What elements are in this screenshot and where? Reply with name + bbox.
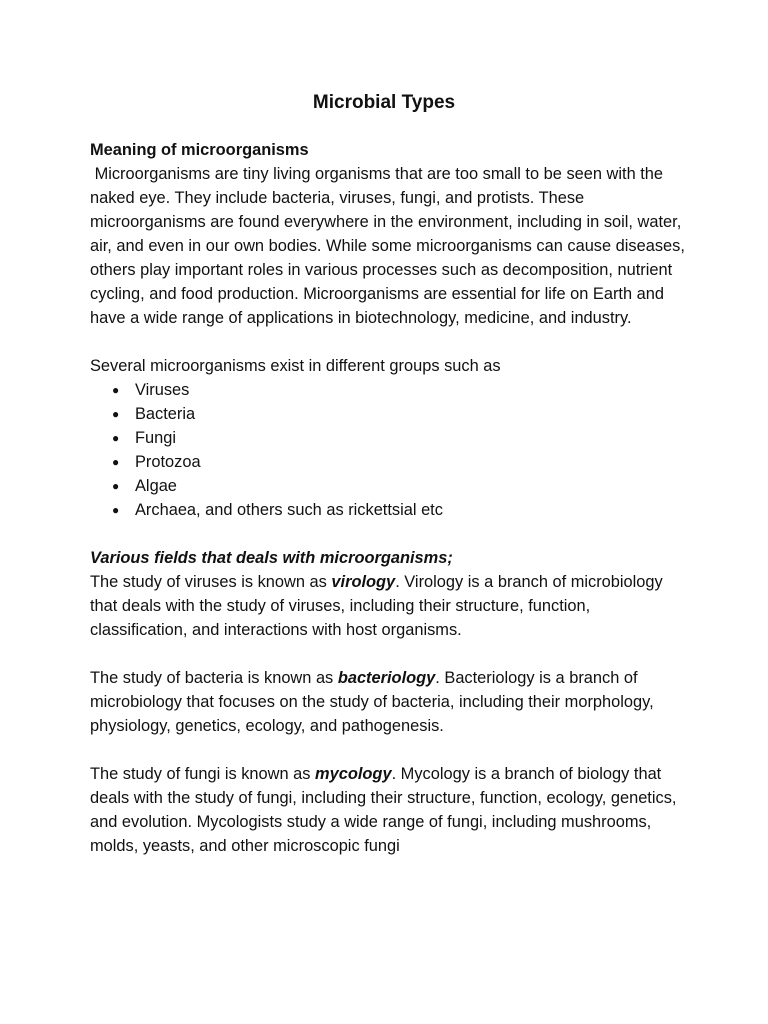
list-item [90,474,690,498]
mycology-term: mycology [315,765,392,783]
list-item [90,498,690,522]
meaning-heading: Meaning of microorganisms [90,141,309,159]
list-item-label: Fungi [135,429,177,447]
list-item [90,450,690,474]
bacteriology-term: bacteriology [337,669,436,687]
groups-intro: Several microorganisms exist in different groups such as [90,357,501,375]
spacer [90,522,690,546]
list-item [90,378,690,402]
list-item-label: Archaea, and others such as rickettsial etc [135,501,443,519]
list-item-label: Viruses [135,381,190,399]
bullet-icon: ● [112,455,120,469]
meaning-paragraph: Microorganisms are tiny living organisms that are too small to be seen with the naked eye. They include bacteria, viruses, fungi, and protists. These microorganisms are found everywhere in the environment, including in soil, water, air, and even in our own bodies. While some microorganisms can cause diseases, others play important roles in various processes such as decomposition, nutrient cycling, and food production. Microorganisms are essential for life on Earth and have a wide range of applications in biotechnology, medicine, and industry. [90,165,690,327]
bullet-icon: ● [112,383,120,397]
bullet-icon: ● [112,503,120,517]
mycology-prefix: The study of fungi is known as [90,765,316,783]
bullet-icon: ● [112,479,120,493]
mycology-paragraph [90,762,690,858]
document-body [90,138,690,858]
virology-paragraph [90,570,690,642]
list-item-label: Algae [135,477,177,495]
bacteriology-paragraph [90,666,690,738]
bullet-icon: ● [112,407,120,421]
list-item-label: Bacteria [135,405,196,423]
mycology-suffix: . Mycology is a branch of biology that deals with the study of fungi, including their structure, function, ecology, genetics, and evolution. Mycologists study a wide range of fungi, including mushrooms, molds, yeasts, and other microscopic fungi [90,765,677,855]
list-item [90,402,690,426]
virology-suffix: . Virology is a branch of microbiology that deals with the study of viruses, including their structure, function, classification, and interactions with host organisms. [90,573,663,639]
virology-prefix: The study of viruses is known as [90,573,332,591]
spacer [90,642,690,666]
virology-term: virology [331,573,396,591]
spacer [90,738,690,762]
bacteriology-prefix: The study of bacteria is known as [90,669,338,687]
bullet-icon: ● [112,431,120,445]
page-title: Microbial Types [312,92,456,113]
list-item-label: Protozoa [135,453,201,471]
groups-list [90,378,690,522]
fields-heading: Various fields that deals with microorganisms; [90,549,453,567]
spacer [90,330,690,354]
bacteriology-suffix: . Bacteriology is a branch of microbiology that focuses on the study of bacteria, including their morphology, physiology, genetics, ecology, and pathogenesis. [90,669,654,735]
list-item [90,426,690,450]
